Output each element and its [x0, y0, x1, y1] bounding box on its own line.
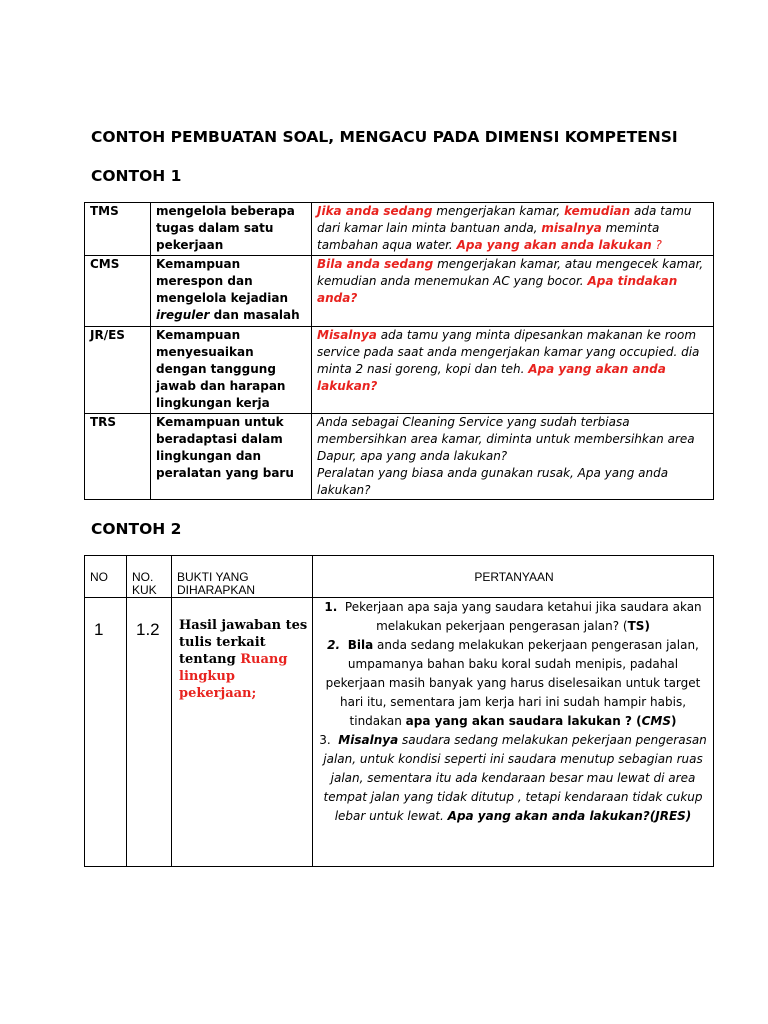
- column-header-kuk: NO. KUK: [127, 556, 172, 598]
- table-row: [85, 414, 714, 500]
- questions-cell: [313, 598, 714, 867]
- dimension-code: TMS: [85, 203, 151, 256]
- example-1-table: [84, 202, 714, 500]
- column-header-evidence: BUKTI YANG DIHARAPKAN: [172, 556, 313, 598]
- expected-evidence: Hasil jawaban tes tulis terkait tentang Ruang lingkup pekerjaan;: [172, 598, 313, 867]
- question-1: 1. Pekerjaan apa saja yang saudara ketahui jika saudara akan melakukan pekerjaan pengerasan jalan? (TS): [324, 600, 702, 633]
- example-question: Misalnya ada tamu yang minta dipesankan makanan ke room service pada saat anda mengerjakan kamar yang occupied. dia minta 2 nasi goreng, kopi dan teh. Apa yang akan anda lakukan?: [312, 327, 714, 414]
- example-1-heading: CONTOH 1: [91, 167, 182, 185]
- example-question: Jika anda sedang mengerjakan kamar, kemudian ada tamu dari kamar lain minta bantuan anda, misalnya meminta tambahan aqua water. Apa yang akan anda lakukan ?: [312, 203, 714, 256]
- dimension-description: Kemampuan merespon dan mengelola kejadian ireguler dan masalah: [151, 256, 312, 327]
- example-question: Anda sebagai Cleaning Service yang sudah terbiasa membersihkan area kamar, diminta untuk membersihkan area Dapur, apa yang anda lakukan? Peralatan yang biasa anda gunakan rusak, Apa yang anda lakukan?: [312, 414, 714, 500]
- document-title: CONTOH PEMBUATAN SOAL, MENGACU PADA DIMENSI KOMPETENSI: [91, 128, 678, 146]
- dimension-code: CMS: [85, 256, 151, 327]
- table-row: [85, 598, 714, 867]
- example-question: Bila anda sedang mengerjakan kamar, atau mengecek kamar, kemudian anda menemukan AC yang bocor. Apa tindakan anda?: [312, 256, 714, 327]
- row-number: 1: [85, 598, 127, 867]
- dimension-description: mengelola beberapa tugas dalam satu pekerjaan: [151, 203, 312, 256]
- table-row: [85, 203, 714, 256]
- table-header-row: [85, 556, 714, 598]
- table-row: [85, 327, 714, 414]
- dimension-code: TRS: [85, 414, 151, 500]
- dimension-description: Kemampuan menyesuaikan dengan tanggung jawab dan harapan lingkungan kerja: [151, 327, 312, 414]
- question-2: 2. Bila anda sedang melakukan pekerjaan pengerasan jalan, umpamanya bahan baku koral sudah menipis, padahal pekerjaan masih banyak yang harus diselesaikan untuk target hari itu, sementara jam kerja hari ini sudah hampir habis, tindakan apa yang akan saudara lakukan ? (CMS): [325, 638, 701, 728]
- table-row: [85, 256, 714, 327]
- example-2-heading: CONTOH 2: [91, 520, 182, 538]
- column-header-questions: PERTANYAAN: [313, 556, 714, 598]
- example-2-table: [84, 555, 714, 867]
- dimension-code: JR/ES: [85, 327, 151, 414]
- question-3: 3. Misalnya saudara sedang melakukan pekerjaan pengerasan jalan, untuk kondisi seperti ini saudara menutup sebagian ruas jalan, sementara itu ada kendaraan besar mau lewat di area tempat jalan yang tidak ditutup , tetapi kendaraan tidak cukup lebar untuk lewat. Apa yang akan anda lakukan?(JRES): [319, 733, 707, 823]
- kuk-number: 1.2: [127, 598, 172, 867]
- column-header-no: NO: [85, 556, 127, 598]
- dimension-description: Kemampuan untuk beradaptasi dalam lingkungan dan peralatan yang baru: [151, 414, 312, 500]
